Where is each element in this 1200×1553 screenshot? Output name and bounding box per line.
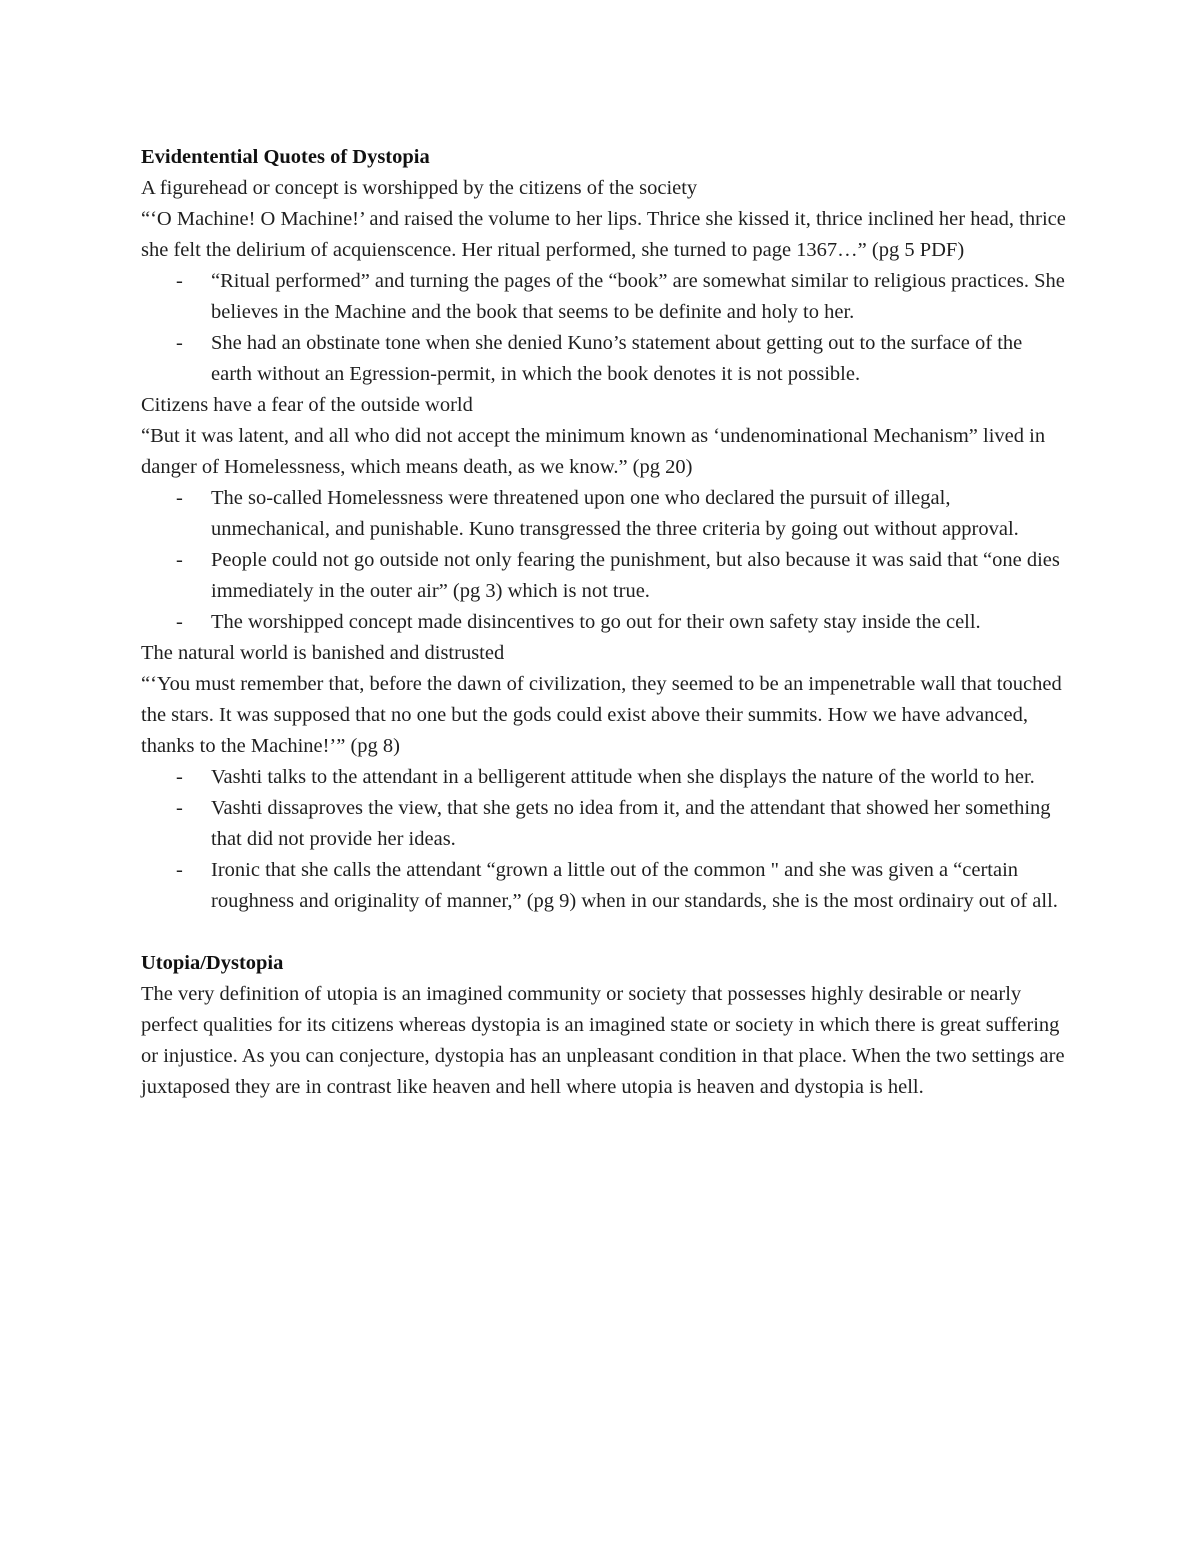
bullet-marker: - [176,797,183,819]
bullet-text: She had an obstinate tone when she denied Kuno’s statement about getting out to the surface of the earth without an Egression-permit, in which the book denotes it is not possible. [211,332,1023,385]
bullet-item [141,607,1066,638]
bullet-list [141,266,1066,390]
bullet-item [141,855,1066,917]
bullet-text: Vashti dissaproves the view, that she gets no idea from it, and the attendant that showed her something that did not provide her ideas. [211,797,1051,850]
section-spacer [141,917,1066,948]
bullet-text: The worshipped concept made disincentives to go out for their own safety stay inside the cell. [211,611,981,633]
bullet-text: “Ritual performed” and turning the pages of the “book” are somewhat similar to religious practices. She believes in the Machine and the book that seems to be definite and holy to her. [211,270,1065,323]
bullet-marker: - [176,766,183,788]
bullet-item [141,483,1066,545]
section-heading-evidential-quotes: Evidentential Quotes of Dystopia [141,146,430,168]
section-heading-utopia-dystopia: Utopia/Dystopia [141,952,284,974]
bullet-marker: - [176,859,183,881]
bullet-item [141,545,1066,607]
bullet-item [141,793,1066,855]
bullet-marker: - [176,611,183,633]
bullet-list [141,483,1066,638]
bullet-text: The so-called Homelessness were threatened upon one who declared the pursuit of illegal, unmechanical, and punishable. Kuno transgressed the three criteria by going out without approval. [211,487,1019,540]
document-body [141,142,1066,1103]
claim-text: Citizens have a fear of the outside world [141,394,473,416]
bullet-item [141,762,1066,793]
bullet-text: Ironic that she calls the attendant “grown a little out of the common " and she was given a “certain roughness and originality of manner,” (pg 9) when in our standards, she is the most ordinairy out of all. [211,859,1058,912]
claim-text: The natural world is banished and distrusted [141,642,505,664]
bullet-text: Vashti talks to the attendant in a belligerent attitude when she displays the nature of the world to her. [211,766,1035,788]
quote-text: “‘O Machine! O Machine!’ and raised the volume to her lips. Thrice she kissed it, thrice inclined her head, thrice she felt the delirium of acquienscence. Her ritual performed, she turned to page 1367…” (pg 5 PDF) [141,208,1066,261]
bullet-marker: - [176,332,183,354]
bullet-list [141,762,1066,917]
bullet-marker: - [176,270,183,292]
quote-text: “But it was latent, and all who did not accept the minimum known as ‘undenominational Mechanism” lived in danger of Homelessness, which means death, as we know.” (pg 20) [141,425,1046,478]
claim-text: A figurehead or concept is worshipped by the citizens of the society [141,177,698,199]
bullet-item [141,328,1066,390]
bullet-item [141,266,1066,328]
quote-text: “‘You must remember that, before the dawn of civilization, they seemed to be an impenetrable wall that touched the stars. It was supposed that no one but the gods could exist above their summits. How we have advanced, thanks to the Machine!’” (pg 8) [141,673,1062,757]
bullet-marker: - [176,549,183,571]
bullet-marker: - [176,487,183,509]
bullet-text: People could not go outside not only fearing the punishment, but also because it was said that “one dies immediately in the outer air” (pg 3) which is not true. [211,549,1060,602]
body-paragraph: The very definition of utopia is an imagined community or society that possesses highly desirable or nearly perfect qualities for its citizens whereas dystopia is an imagined state or society in which there is great suffering or injustice. As you can conjecture, dystopia has an unpleasant condition in that place. When the two settings are juxtaposed they are in contrast like heaven and hell where utopia is heaven and dystopia is hell. [141,983,1065,1098]
